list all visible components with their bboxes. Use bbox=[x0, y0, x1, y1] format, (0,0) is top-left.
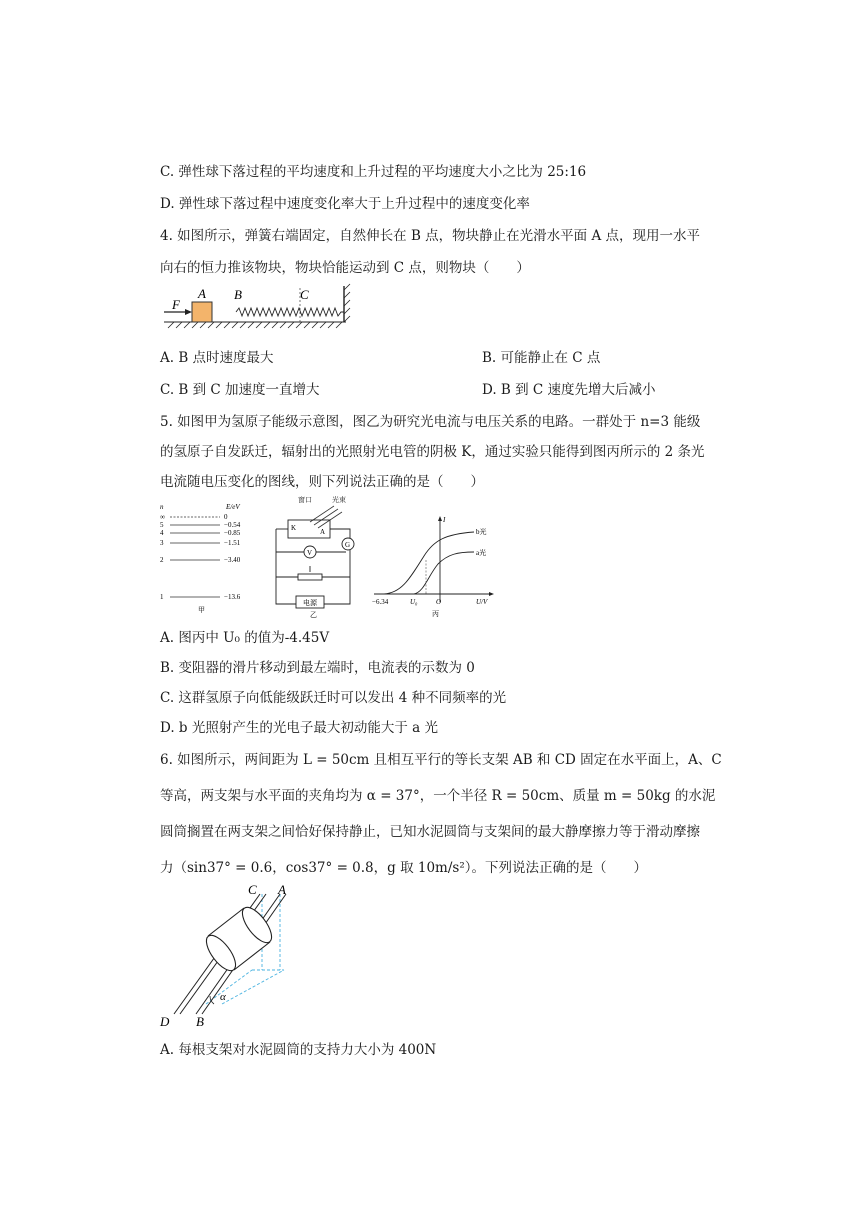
q5-stem-line-2: 的氢原子自发跃迁，辐射出的光照射光电管的阴极 K，通过实验只能得到图丙所示的 2 条光 bbox=[160, 444, 705, 460]
q4-option-c: C. B 到 C 加速度一直增大 bbox=[160, 382, 320, 398]
level-e-inf: 0 bbox=[224, 513, 228, 521]
q3-option-d: D. 弹性球下落过程中速度变化率大于上升过程中的速度变化率 bbox=[160, 196, 530, 212]
point-c: C bbox=[248, 882, 257, 897]
u-axis-label: U/V bbox=[476, 598, 488, 606]
current-voltage-graph bbox=[370, 508, 496, 620]
label-anode-a: A bbox=[320, 528, 326, 536]
level-n-4: 4 bbox=[160, 529, 164, 537]
q5-option-c: C. 这群氢原子向低能级跃迁时可以发出 4 种不同频率的光 bbox=[160, 690, 507, 706]
cement-cylinder bbox=[201, 903, 277, 975]
q4-option-a: A. B 点时速度最大 bbox=[160, 350, 274, 366]
q5-option-a: A. 图丙中 U₀ 的值为-4.45V bbox=[160, 630, 330, 646]
level-e-1: −13.6 bbox=[224, 593, 241, 601]
q4-spring-figure bbox=[160, 282, 356, 332]
caption-jia: 甲 bbox=[198, 606, 205, 614]
q5-option-b: B. 变阻器的滑片移动到最左端时，电流表的示数为 0 bbox=[160, 660, 475, 676]
x-tick-634: −6.34 bbox=[372, 598, 389, 606]
block-a bbox=[192, 302, 212, 322]
q6-stem-line-3: 圆筒搁置在两支架之间恰好保持静止，已知水泥圆筒与支架间的最大静摩擦力等于滑动摩擦 bbox=[160, 824, 700, 840]
i-axis-label: I bbox=[443, 516, 446, 524]
q5-stem-line-3: 电流随电压变化的图线，则下列说法正确的是（ ） bbox=[160, 474, 484, 490]
q4-option-d: D. B 到 C 速度先增大后减小 bbox=[482, 382, 656, 398]
force-label-f: F bbox=[172, 297, 180, 312]
caption-yi: 乙 bbox=[310, 611, 317, 618]
curve-b-label: b光 bbox=[476, 528, 487, 536]
q3-option-c: C. 弹性球下落过程的平均速度和上升过程的平均速度大小之比为 25:16 bbox=[160, 164, 587, 180]
q6-stem-line-2: 等高，两支架与水平面的夹角均为 α = 37°，一个半径 R = 50cm、质量 m = 50kg 的水泥 bbox=[160, 788, 716, 804]
n-header: n bbox=[160, 503, 164, 511]
q6-stem-line-4: 力（sin37° = 0.6，cos37° = 0.8，g 取 10m/s²）。下列说法正确的是（ ） bbox=[160, 860, 647, 876]
level-e-2: −3.40 bbox=[224, 556, 241, 564]
level-e-5: −0.54 bbox=[224, 521, 241, 529]
x-tick-u0: U₀ bbox=[410, 598, 418, 606]
spring bbox=[236, 308, 344, 316]
curve-b bbox=[384, 532, 474, 594]
level-e-3: −1.51 bbox=[224, 539, 241, 547]
level-e-4: −0.85 bbox=[224, 529, 241, 537]
point-label-c: C bbox=[300, 287, 309, 302]
q4-stem-line-2: 向右的恒力推该物块，物块恰能运动到 C 点，则物块（ ） bbox=[160, 260, 530, 276]
point-d: D bbox=[160, 1014, 170, 1029]
origin-label: O bbox=[436, 598, 442, 606]
level-n-inf: ∞ bbox=[160, 513, 165, 521]
angle-alpha: α bbox=[220, 991, 226, 1003]
e-header: E/eV bbox=[226, 503, 240, 511]
level-n-2: 2 bbox=[160, 556, 164, 564]
level-n-5: 5 bbox=[160, 521, 164, 529]
q4-stem-line-1: 4. 如图所示，弹簧右端固定，自然伸长在 B 点，物块静止在光滑水平面 A 点，现用一水平 bbox=[160, 228, 701, 244]
cylinder-rails-figure bbox=[156, 880, 296, 1030]
q5-option-d: D. b 光照射产生的光电子最大初动能大于 a 光 bbox=[160, 720, 438, 736]
label-window: 窗口 bbox=[298, 496, 312, 504]
voltmeter-v: V bbox=[307, 549, 313, 557]
photoelectric-circuit bbox=[270, 494, 358, 618]
power-source: 电源 bbox=[303, 599, 317, 607]
q6-stem-line-1: 6. 如图所示，两间距为 L = 50cm 且相互平行的等长支架 AB 和 CD 固定在水平面上，A、C bbox=[160, 752, 722, 768]
level-n-1: 1 bbox=[160, 593, 164, 601]
q5-stem-line-1: 5. 如图甲为氢原子能级示意图，图乙为研究光电流与电压关系的电路。一群处于 n=3 能级 bbox=[160, 414, 701, 430]
energy-level-diagram bbox=[158, 500, 254, 616]
point-a: A bbox=[278, 882, 286, 897]
point-b: B bbox=[196, 1014, 204, 1029]
level-n-3: 3 bbox=[160, 539, 164, 547]
label-light-beam: 光束 bbox=[332, 496, 346, 504]
caption-bing: 丙 bbox=[432, 610, 439, 618]
q6-option-a: A. 每根支架对水泥圆筒的支持力大小为 400N bbox=[160, 1042, 437, 1058]
label-cathode-k: K bbox=[291, 524, 297, 532]
point-label-a: A bbox=[198, 286, 206, 301]
q4-option-b: B. 可能静止在 C 点 bbox=[482, 350, 601, 366]
curve-a-label: a光 bbox=[476, 549, 487, 557]
point-label-b: B bbox=[234, 287, 242, 302]
ammeter-g: G bbox=[345, 541, 351, 549]
